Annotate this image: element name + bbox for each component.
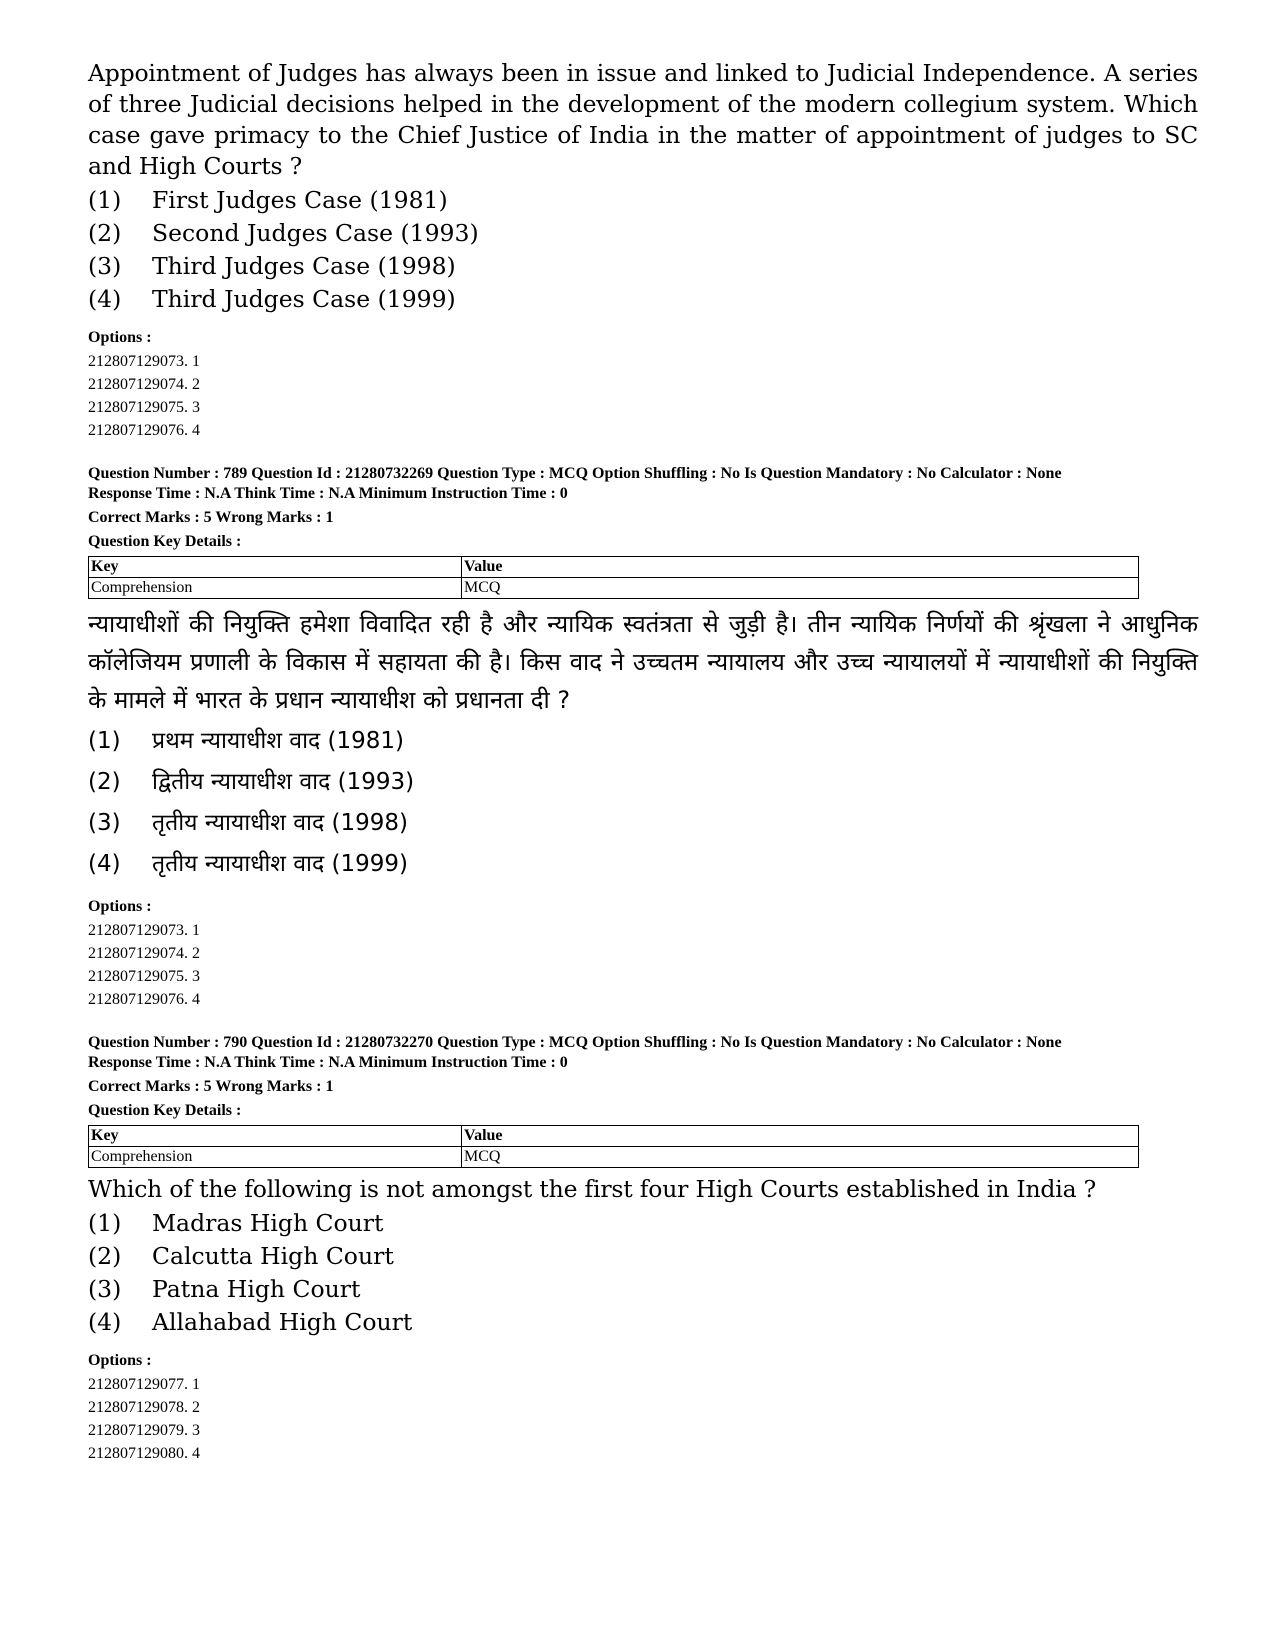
choice-text: Third Judges Case (1999) (152, 285, 456, 313)
choice-item (88, 283, 1198, 316)
question-block-2 (88, 464, 1198, 1011)
choice-list (88, 1207, 1198, 1339)
choice-item (88, 1240, 1198, 1273)
choice-number: (1) (88, 728, 121, 754)
question-meta-line: Response Time : N.A Think Time : N.A Minimum Instruction Time : 0 (88, 485, 568, 502)
table-header-value: Value (462, 557, 1139, 578)
option-id: 212807129074. 2 (88, 376, 200, 393)
question-paper-page (88, 58, 1198, 1465)
question-text: Appointment of Judges has always been in issue and linked to Judicial Independence. A series of three Judicial decisions helped in the development of the modern collegium system. Which case gave primacy to the Chief Justice of India in the matter of appointment of judges to SC and High Courts ? (88, 59, 1198, 180)
question-meta-line: Question Number : 789 Question Id : 21280732269 Question Type : MCQ Option Shuffling : No Is Question Mandatory : No Calculator : None (88, 465, 1062, 482)
choice-item (88, 721, 1198, 762)
question-meta (88, 1033, 1198, 1073)
choice-text: First Judges Case (1981) (152, 186, 448, 214)
table-cell-value: MCQ (462, 1147, 1139, 1168)
options-label: Options : (88, 898, 152, 915)
choice-text: तृतीय न्यायाधीश वाद (1998) (152, 810, 409, 836)
key-details-label: Question Key Details : (88, 533, 242, 550)
choice-text: Third Judges Case (1998) (152, 252, 456, 280)
choice-list (88, 721, 1198, 885)
choice-number: (1) (88, 186, 122, 214)
key-details-label: Question Key Details : (88, 1102, 242, 1119)
choice-text: Madras High Court (152, 1209, 384, 1237)
choice-number: (2) (88, 769, 121, 795)
option-id: 212807129073. 1 (88, 353, 200, 370)
choice-number: (4) (88, 285, 122, 313)
options-label: Options : (88, 329, 152, 346)
choice-item (88, 803, 1198, 844)
choice-number: (1) (88, 1209, 122, 1237)
marks-line: Correct Marks : 5 Wrong Marks : 1 (88, 509, 334, 526)
option-id: 212807129077. 1 (88, 1376, 200, 1393)
option-id: 212807129079. 3 (88, 1422, 200, 1439)
option-id: 212807129076. 4 (88, 422, 200, 439)
choice-number: (3) (88, 1275, 122, 1303)
marks-line: Correct Marks : 5 Wrong Marks : 1 (88, 1078, 334, 1095)
choice-text: तृतीय न्यायाधीश वाद (1999) (152, 851, 409, 877)
choice-item (88, 1207, 1198, 1240)
choice-number: (4) (88, 851, 121, 877)
choice-text: Calcutta High Court (152, 1242, 394, 1270)
choice-item (88, 844, 1198, 885)
table-header-row (89, 557, 1139, 578)
table-header-key: Key (89, 557, 462, 578)
choice-number: (2) (88, 219, 122, 247)
key-details-table (88, 556, 1139, 599)
options-list (88, 350, 1198, 442)
key-details-table (88, 1125, 1139, 1168)
option-id: 212807129078. 2 (88, 1399, 200, 1416)
option-id: 212807129074. 2 (88, 945, 200, 962)
option-id: 212807129076. 4 (88, 991, 200, 1008)
choice-text: Patna High Court (152, 1275, 361, 1303)
choice-item (88, 250, 1198, 283)
choice-number: (3) (88, 252, 122, 280)
choice-number: (2) (88, 1242, 122, 1270)
table-cell-key: Comprehension (89, 1147, 462, 1168)
question-meta-line: Question Number : 790 Question Id : 21280732270 Question Type : MCQ Option Shuffling : No Is Question Mandatory : No Calculator : None (88, 1034, 1062, 1051)
table-cell-value: MCQ (462, 578, 1139, 599)
table-header-row (89, 1126, 1139, 1147)
table-header-value: Value (462, 1126, 1139, 1147)
question-block-3 (88, 1033, 1198, 1465)
options-label: Options : (88, 1352, 152, 1369)
options-list (88, 1373, 1198, 1465)
options-list (88, 919, 1198, 1011)
table-row (89, 1147, 1139, 1168)
choice-text: Allahabad High Court (152, 1308, 413, 1336)
option-id: 212807129075. 3 (88, 399, 200, 416)
choice-number: (3) (88, 810, 121, 836)
option-id: 212807129080. 4 (88, 1445, 200, 1462)
choice-item (88, 762, 1198, 803)
option-id: 212807129075. 3 (88, 968, 200, 985)
choice-number: (4) (88, 1308, 122, 1336)
question-text: न्यायाधीशों की नियुक्ति हमेशा विवादित रही है और न्यायिक स्वतंत्रता से जुड़ी है। तीन न्यायिक निर्णयों की श्रृंखला ने आधुनिक कॉलेजियम प्रणाली के विकास में सहायता की है। किस वाद ने उच्चतम न्यायालय और उच्च न्यायालयों में न्यायाधीशों की नियुक्ति के मामले में भारत के प्रधान न्यायाधीश को प्रधानता दी ? (88, 610, 1198, 714)
choice-text: Second Judges Case (1993) (152, 219, 479, 247)
table-header-key: Key (89, 1126, 462, 1147)
choice-list (88, 184, 1198, 316)
choice-item (88, 1306, 1198, 1339)
question-block-1 (88, 58, 1198, 442)
question-meta (88, 464, 1198, 504)
choice-text: प्रथम न्यायाधीश वाद (1981) (152, 728, 405, 754)
choice-item (88, 1273, 1198, 1306)
option-id: 212807129073. 1 (88, 922, 200, 939)
question-text: Which of the following is not amongst the first four High Courts established in India ? (88, 1175, 1097, 1203)
choice-item (88, 217, 1198, 250)
table-row (89, 578, 1139, 599)
table-cell-key: Comprehension (89, 578, 462, 599)
choice-text: द्वितीय न्यायाधीश वाद (1993) (152, 769, 415, 795)
question-meta-line: Response Time : N.A Think Time : N.A Minimum Instruction Time : 0 (88, 1054, 568, 1071)
choice-item (88, 184, 1198, 217)
